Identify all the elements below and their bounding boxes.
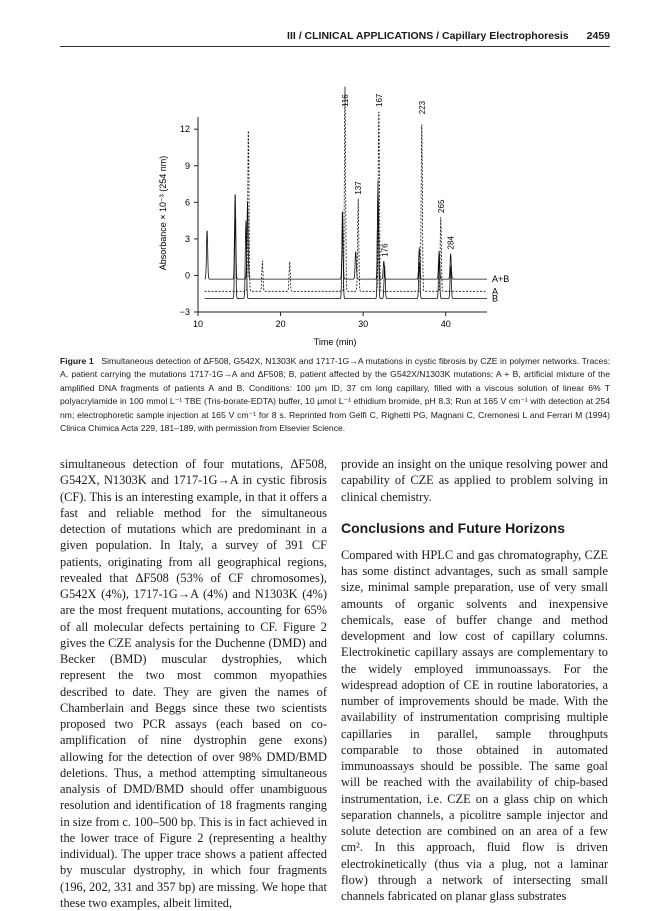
- y-axis-label: Absorbance × 10⁻³ (254 nm): [158, 155, 168, 271]
- body-paragraph: provide an insight on the unique resolving power and capability of CZE as applied to problem solving in clinical chemistry.: [341, 457, 608, 504]
- y-tick-label: 12: [179, 124, 190, 135]
- y-tick-label: 6: [184, 197, 190, 208]
- body-paragraph: simultaneous detection of four mutations, ΔF508, G542X, N1303K and 1717-1G→A in cystic fibrosis (CF). This is an interesting example, in that it offers a fast and reliable method for the simultaneous detection of mutations which are predominant in a given population. In Italy, a survey of 391 CF patients, originating from all geographical regions, revealed that ΔF508 (53% of CF chromosomes), G542X (4%), 1717-1G→A (4%) and N1303K (4%) are the most frequent mutations, accounting for 65% of all molecular defects pertaining to CF. Figure 2 gives the CZE analysis for the Duchenne (DMD) and Becker (BMD) muscular dystrophies, which represent the two most common myopathies described to date. They are given the names of Chamberlain and Beggs since these two scientists proposed two PCR assays (each based on co-amplification of nine dystrophin gene exons) allowing for the detection of over 98% DMD/BMD deletions. Thus, a method attempting simultaneous analysis of DMD/BMD should offer unambiguous resolution and identification of 18 fragments ranging in size from c. 100–500 bp. This is in fact achieved in the lower trace of Figure 2 (representing a healthy individual). The upper trace shows a patient affected by muscular dystrophy, in which four fragments (196, 202, 331 and 357 bp) are missing. We hope that these two examples, albeit limited,: [60, 457, 327, 910]
- y-tick-label: −3: [179, 307, 190, 317]
- x-tick-label: 20: [275, 319, 286, 329]
- header-rule: [60, 46, 610, 47]
- x-tick-label: 30: [358, 319, 369, 329]
- x-tick-label: 40: [440, 319, 451, 329]
- trace-label: A: [492, 286, 499, 297]
- peak-label: 176: [380, 243, 390, 257]
- y-tick-label: 9: [184, 160, 190, 171]
- peak-label: 265: [436, 199, 446, 213]
- caption-text: Simultaneous detection of ΔF508, G542X, N1303K and 1717-1G→A mutations in cystic fibrosis by CZE in polymer networks. Traces: A, patient carrying the mutations 1717-1G→A and ΔF508; B, patient affected by the G542X/N1303K mutations; A + B, artificial mixture of the amplified DNA fragments of patients A and B. Conditions: 100 μm ID, 37 cm long capillary, filled with a viscous solution of linear 6% T polyacrylamide in 100 mmol L⁻¹ TBE (Tris-borate-EDTA) buffer, 10 μmol L⁻¹ ethidium bromide, pH 8.3; Run at 165 V cm⁻¹ with detection at 254 nm; electrophoretic sample injection at 165 V cm⁻¹ for 8 s. Reprinted from Gelfi C, Righetti PG, Magnani C, Cremonesi L and Ferrari M (1994) Clinica Chimica Acta 229, 181–189, with permission from Elsevier Science.: [60, 356, 610, 434]
- peak-label: 167: [374, 93, 384, 107]
- body-paragraph: Compared with HPLC and gas chromatography, CZE has some distinct advantages, such as small sample size, minimal sample preparation, use of very small amounts of organic solvents and inexpensive chemicals, ease of buffer change and method development and low cost of capillary columns. Electrokinetic capillary assays are complementary to the widely employed immunoassays. For the widespread adoption of CE in routine laboratories, a number of improvements should be made. With the availability of instrumentation comprising multiple capillaries in parallel, sample throughputs comparable to those obtained in automated immunoassays should be possible. The same goal will be reached with the availability of chip-based instrumentation, i.e. CZE on a glass chip on which separation channels, a picolitre sample injector and solute detection are combined on an area of a few cm². In this approach, fluid flow is driven electrokinetically (thus via a plug, not a laminar flow) through a network of intersecting small channels fabricated on planar glass substrates: [341, 547, 608, 903]
- figure-label: Figure 1: [60, 356, 94, 366]
- peak-label: 284: [446, 236, 456, 250]
- x-tick-label: 10: [192, 319, 204, 329]
- x-axis-label: Time (min): [313, 337, 357, 347]
- peak-labels: [341, 93, 456, 257]
- peak-label: 116: [340, 94, 350, 107]
- page-number: 2459: [586, 30, 610, 42]
- trace-label: B: [492, 293, 499, 304]
- right-column: [341, 456, 608, 904]
- running-header: [287, 30, 610, 42]
- peak-label: 223: [417, 100, 427, 115]
- y-tick-label: 0: [184, 270, 190, 281]
- section-heading: Conclusions and Future Horizons: [341, 519, 566, 536]
- y-tick-label: 3: [184, 233, 190, 244]
- running-title: III / CLINICAL APPLICATIONS / Capillary Electrophoresis: [287, 30, 569, 42]
- peak-label: 137: [354, 181, 364, 195]
- left-column: [60, 456, 327, 911]
- trace-label: A+B: [492, 274, 510, 285]
- figure-caption: [60, 355, 610, 435]
- chromatogram-figure: [140, 55, 530, 350]
